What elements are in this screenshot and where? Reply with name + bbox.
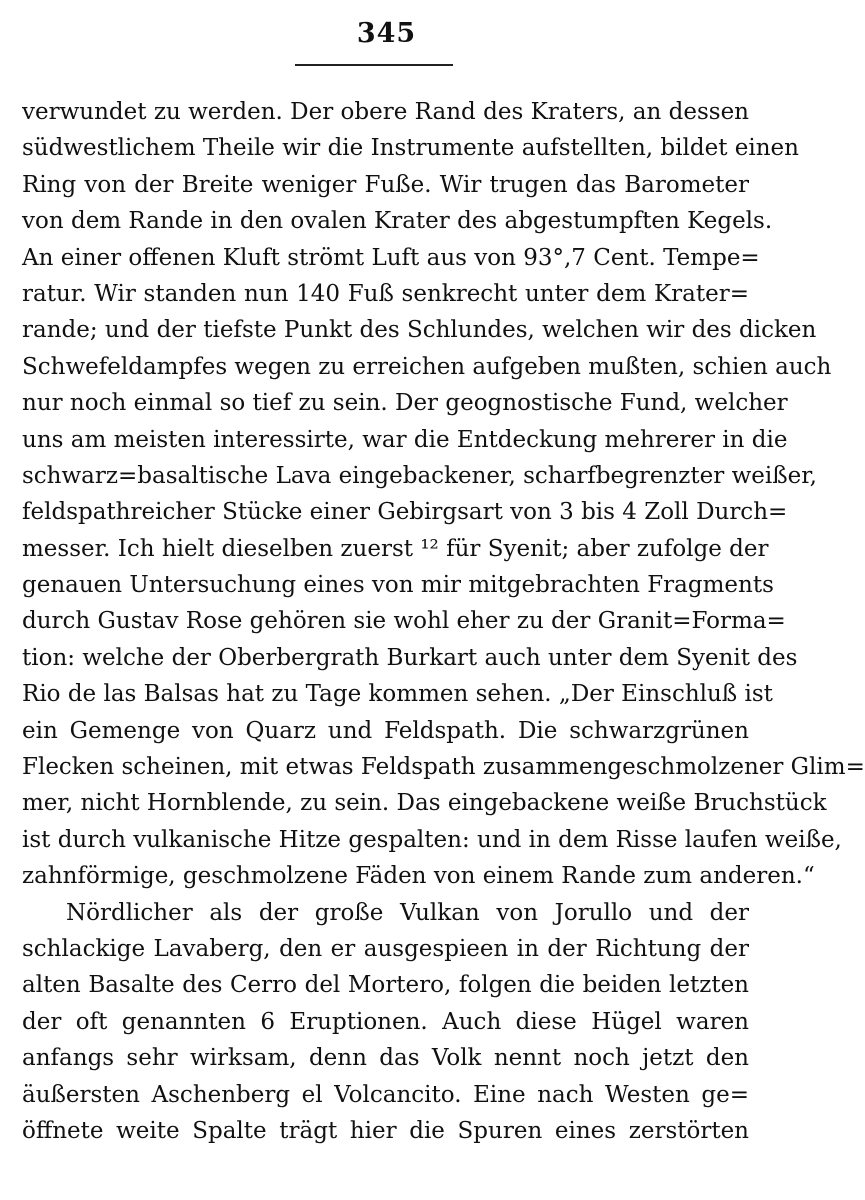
text-line: der oft genannten 6 Eruptionen. Auch diese Hügel waren [22, 1008, 749, 1035]
text-line: Rio de las Balsas hat zu Tage kommen sehen. „Der Einschluß ist [22, 681, 773, 708]
text-line: messer. Ich hielt dieselben zuerst ¹² für Syenit; aber zufolge der [22, 535, 769, 562]
text-line: mer, nicht Hornblende, zu sein. Das eingebackene weiße Bruchstück [22, 790, 827, 817]
text-line: Flecken scheinen, mit etwas Feldspath zusammengeschmolzener Glim= [22, 754, 865, 781]
text-line: genauen Untersuchung eines von mir mitgebrachten Fragments [22, 572, 774, 599]
text-line: schlackige Lavaberg, den er ausgespieen in der Richtung der [22, 935, 749, 962]
page-number: 345 [356, 18, 417, 49]
text-line: nur noch einmal so tief zu sein. Der geognostische Fund, welcher [22, 390, 788, 417]
body-text [22, 94, 865, 1149]
text-line: uns am meisten interessirte, war die Entdeckung mehrerer in die [22, 426, 788, 453]
text-line: südwestlichem Theile wir die Instrumente aufstellten, bildet einen [22, 135, 799, 162]
text-line: tion: welche der Oberbergrath Burkart auch unter dem Syenit des [22, 644, 798, 671]
text-line: ein Gemenge von Quarz und Feldspath. Die schwarzgrünen [22, 717, 749, 744]
text-line: rande; und der tiefste Punkt des Schlundes, welchen wir des dicken [22, 317, 817, 344]
text-line: alten Basalte des Cerro del Mortero, folgen die beiden letzten [22, 972, 749, 999]
text-line: ratur. Wir standen nun 140 Fuß senkrecht unter dem Krater= [22, 280, 749, 307]
text-line: verwundet zu werden. Der obere Rand des Kraters, an dessen [22, 99, 749, 125]
text-line: äußersten Aschenberg el Volcancito. Eine nach Westen ge= [22, 1081, 749, 1108]
text-line: anfangs sehr wirksam, denn das Volk nennt noch jetzt den [22, 1045, 749, 1072]
text-line: von dem Rande in den ovalen Krater des abgestumpften Kegels. [22, 208, 773, 235]
text-line: An einer offenen Kluft strömt Luft aus von 93°,7 Cent. Tempe= [22, 244, 760, 271]
text-line: durch Gustav Rose gehören sie wohl eher zu der Granit=Forma= [22, 608, 786, 635]
text-line: schwarz=basaltische Lava eingebackener, scharfbegrenzter weißer, [22, 462, 817, 489]
text-line: Schwefeldampfes wegen zu erreichen aufgeben mußten, schien auch [22, 353, 832, 380]
text-line: Ring von der Breite weniger Fuße. Wir trugen das Barometer [22, 171, 749, 198]
text-line-paragraph-start: Nördlicher als der große Vulkan von Jorullo und der [66, 899, 749, 926]
text-line: ist durch vulkanische Hitze gespalten: und in dem Risse laufen weiße, [22, 826, 842, 853]
text-line-paragraph-end: zahnförmige, geschmolzene Fäden von einem Rande zum anderen.“ [22, 863, 815, 890]
header-rule [295, 64, 453, 66]
text-line: feldspathreicher Stücke einer Gebirgsart von 3 bis 4 Zoll Durch= [22, 499, 788, 526]
text-line: öffnete weite Spalte trägt hier die Spuren eines zerstörten [22, 1117, 749, 1144]
